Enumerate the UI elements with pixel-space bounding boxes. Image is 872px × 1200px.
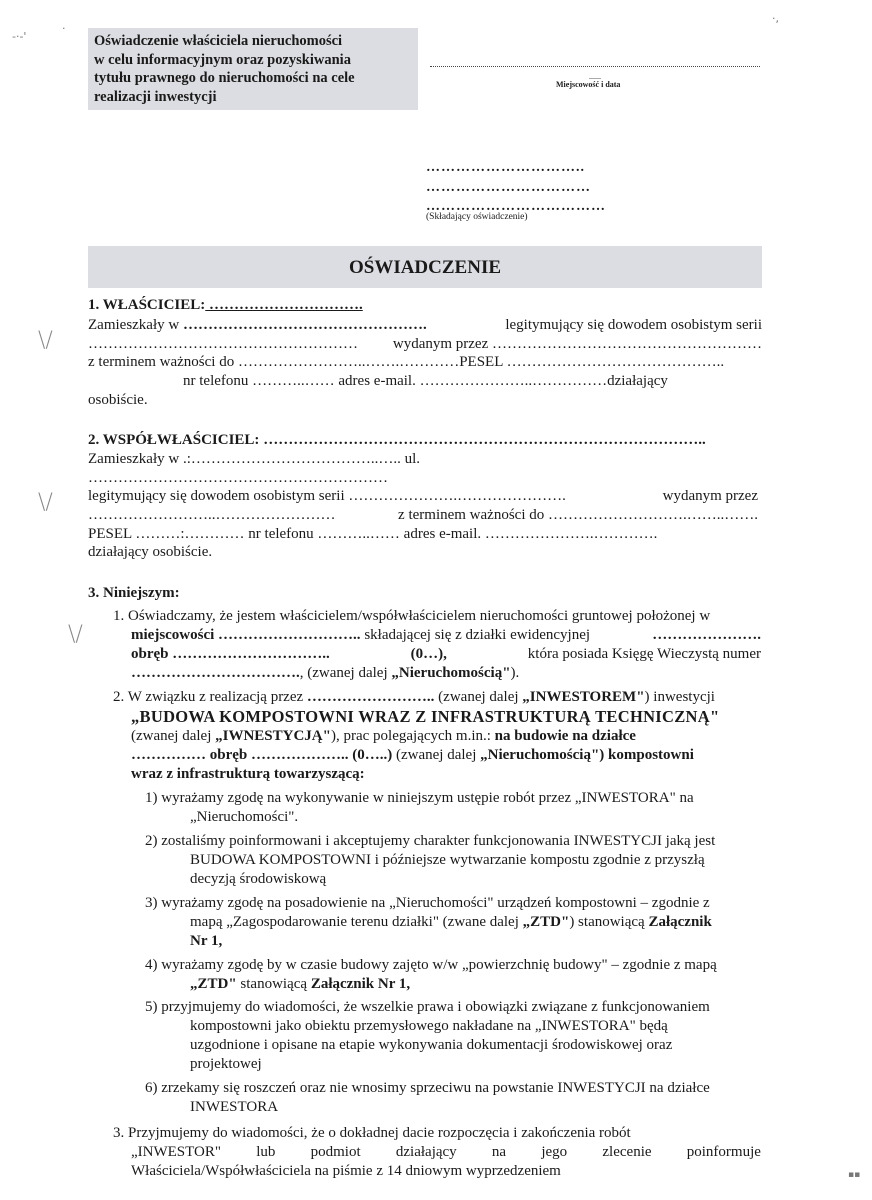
declarant-line: …………………………… <box>426 180 591 195</box>
point-line: „ZTD" stanowiącą Załącznik Nr 1, <box>190 976 411 992</box>
section2-line: PESEL ………:………… nr telefonu ………..…… adres e-mail. ………………….…………. <box>88 526 658 542</box>
section1-line: z terminem ważności do ……………………..…….…………PESEL …………………………………….. <box>88 354 725 370</box>
item2-project-name: „BUDOWA KOMPOSTOWNI WRAZ Z INFRASTRUKTURĄ TECHNICZNĄ" <box>131 707 720 726</box>
point-line: projektowej <box>190 1056 262 1072</box>
point-line: 2) zostaliśmy poinformowani i akceptujemy charakter funkcjonowania INWESTYCJI jaką jest <box>145 833 716 849</box>
section1-heading: 1. WŁAŚCICIEL: …………………………. <box>88 297 363 313</box>
section2-line: …………………………………………………… <box>88 470 388 486</box>
point-line: 6) zrzekamy się roszczeń oraz nie wnosimy sprzeciwu na powstanie INWESTYCJI na działce <box>145 1080 710 1096</box>
point-line: 5) przyjmujemy do wiadomości, że wszelkie prawa i obowiązki związane z funkcjonowaniem <box>145 999 710 1015</box>
point-line: 3) wyrażamy zgodę na posadowienie na „Nieruchomości" urządzeń kompostowni – zgodnie z <box>145 895 710 911</box>
title-line: realizacji inwestycji <box>94 88 217 105</box>
point-line: kompostowni jako obiektu przemysłowego nakładane na „INWESTORA" będą <box>190 1018 668 1034</box>
point-line: INWESTORA <box>190 1099 279 1115</box>
title-line: w celu informacyjnym oraz pozyskiwania <box>94 51 351 68</box>
point-line: „Nieruchomości". <box>190 809 299 825</box>
section2-line: działający osobiście. <box>88 544 213 560</box>
declarant-line: ……………………………… <box>426 199 606 214</box>
section2-line: Zamieszkały w .:………………………………..….. ul. <box>88 451 421 467</box>
section3-heading: 3. Niniejszym: <box>88 585 180 601</box>
item3-line: „INWESTOR" lub podmiot działający na jego zlecenie poinformuje <box>131 1144 761 1160</box>
scan-smudge: ▪▪ <box>848 1170 861 1180</box>
item1-line: obręb ………………………….. (0…), która posiada Księgę Wieczystą numer <box>131 646 761 662</box>
place-date-line <box>430 66 760 67</box>
margin-check-mark: \/ <box>38 490 53 515</box>
point-line: 4) wyrażamy zgodę by w czasie budowy zajęto w/w „powierzchnię budowy" – zgodnie z mapą <box>145 957 717 973</box>
section1-line: osobiście. <box>88 392 148 408</box>
item1-line: ……………………………., (zwanej dalej „Nieruchomością"). <box>131 665 520 681</box>
item1-line: miejscowości ……………………….. składającej się z działki ewidencyjnej …………………. <box>131 627 761 643</box>
point-line: Nr 1, <box>190 933 223 949</box>
place-date-dots: ...... <box>589 72 601 81</box>
title-line: tytułu prawnego do nieruchomości na cele <box>94 70 355 86</box>
section2-heading: 2. WSPÓŁWŁAŚCICIEL: …………………………………………………………………………….. <box>88 432 706 448</box>
main-heading: OŚWIADCZENIE <box>348 257 502 278</box>
item3-line: 3. Przyjmujemy do wiadomości, że o dokładnej dacie rozpoczęcia i zakończenia robót <box>113 1125 631 1141</box>
margin-check-mark: \/ <box>38 328 53 353</box>
item2-line: 2. W związku z realizacją przez …………………….. (zwanej dalej „INWESTOREM") inwestycji <box>113 689 715 705</box>
title-line: Oświadczenie właściciela nieruchomości <box>94 33 343 49</box>
item2-line: wraz z infrastrukturą towarzyszącą: <box>131 766 365 782</box>
scan-smudge: ·, <box>772 12 779 25</box>
place-date-label: Miejscowość i data <box>556 80 621 89</box>
margin-check-mark: \/ <box>68 622 83 647</box>
item3-line: Właściciela/Współwłaściciela na piśmie z 14 dniowym wyprzedzeniem <box>131 1163 561 1179</box>
section2-line: legitymujący się dowodem osobistym serii ………………….…………………. wydanym przez <box>88 488 758 504</box>
section1-line: Zamieszkały w …………………………………………. legitymujący się dowodem osobistym serii <box>88 317 762 333</box>
point-line: uzgodnione i opisane na etapie wykonywania dokumentacji środowiskowej oraz <box>190 1037 673 1053</box>
point-line: decyzją środowiskową <box>190 871 327 887</box>
item2-line: (zwanej dalej „IWNESTYCJĄ"), prac polegających m.in.: na budowie na działce <box>131 728 636 744</box>
section1-line: ……………………………………………… wydanym przez ……………………………………………… <box>88 336 762 352</box>
section1-line: nr telefonu ………..…… adres e-mail. …………………..……………działający <box>183 373 668 389</box>
point-line: BUDOWA KOMPOSTOWNI i późniejsze wytwarzanie kompostu zgodnie z przyszłą <box>190 852 705 868</box>
document-title-box <box>88 28 418 110</box>
scan-smudge: · <box>62 22 66 35</box>
scan-smudge: -·-' <box>12 30 27 43</box>
item2-line: …………… obręb ……………….. (0…..) (zwanej dalej „Nieruchomością") kompostowni <box>131 747 694 763</box>
section2-line: ……………………..…………………… z terminem ważności do ……………………….……..……. <box>88 507 758 523</box>
item1-line: 1. Oświadczamy, że jestem właścicielem/współwłaścicielem nieruchomości gruntowej położonej w <box>113 608 711 624</box>
point-line: 1) wyrażamy zgodę na wykonywanie w niniejszym ustępie robót przez „INWESTORA" na <box>145 790 694 806</box>
point-line: mapą „Zagospodarowanie terenu działki" (zwane dalej „ZTD") stanowiącą Załącznik <box>190 914 712 930</box>
declarant-line: ………………………….. <box>426 160 585 175</box>
declarant-label: (Składający oświadczenie) <box>426 212 528 222</box>
